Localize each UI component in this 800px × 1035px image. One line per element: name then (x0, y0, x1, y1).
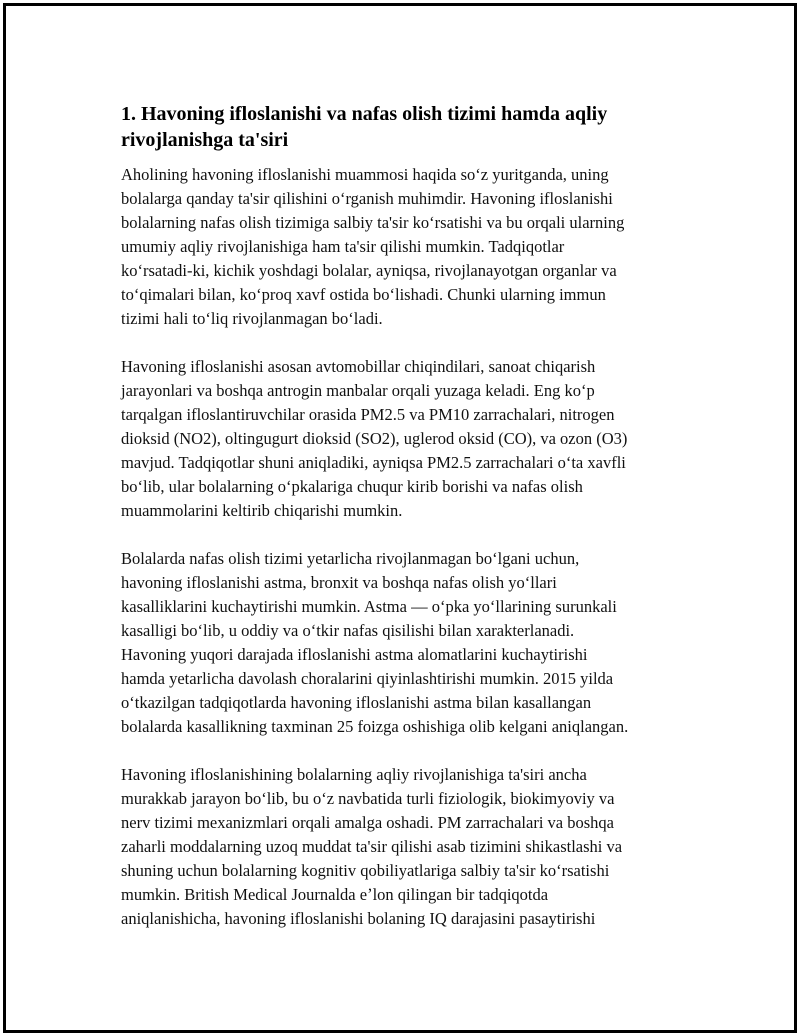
text-line: muammolarini keltirib chiqarishi mumkin. (121, 501, 403, 520)
paragraph-2 (121, 355, 696, 523)
text-line: aniqlanishicha, havoning ifloslanishi bolaning IQ darajasini pasaytirishi (121, 909, 596, 928)
paragraph-1 (121, 163, 696, 331)
section-heading (121, 101, 696, 153)
paragraphs-container (121, 163, 696, 931)
text-line: murakkab jarayon boʻlib, bu oʻz navbatida turli fiziologik, biokimyoviy va (121, 789, 615, 808)
text-line: tizimi hali toʻliq rivojlanmagan boʻladi. (121, 309, 383, 328)
text-line: boʻlib, ular bolalarning oʻpkalariga chuqur kirib borishi va nafas olish (121, 477, 583, 496)
text-line: Havoning ifloslanishi asosan avtomobillar chiqindilari, sanoat chiqarish (121, 357, 596, 376)
text-line: mumkin. British Medical Journalda eʼlon qilingan bir tadqiqotda (121, 885, 549, 904)
text-line: shuning uchun bolalarning kognitiv qobiliyatlariga salbiy ta'sir koʻrsatishi (121, 861, 610, 880)
text-line: Havoning ifloslanishining bolalarning aqliy rivojlanishiga ta'siri ancha (121, 765, 587, 784)
text-line: jarayonlari va boshqa antrogin manbalar orqali yuzaga keladi. Eng koʻp (121, 381, 595, 400)
text-line: dioksid (NO2), oltingugurt dioksid (SO2), uglerod oksid (CO), va ozon (O3) (121, 429, 628, 448)
text-line: havoning ifloslanishi astma, bronxit va boshqa nafas olish yoʻllari (121, 573, 557, 592)
text-line: Bolalarda nafas olish tizimi yetarlicha rivojlanmagan boʻlgani uchun, (121, 549, 580, 568)
text-line: Havoning yuqori darajada ifloslanishi astma alomatlarini kuchaytirishi (121, 645, 588, 664)
text-line: hamda yetarlicha davolash choralarini qiyinlashtirishi mumkin. 2015 yilda (121, 669, 614, 688)
text-line: bolalarning nafas olish tizimiga salbiy ta'sir koʻrsatishi va bu orqali ularning (121, 213, 625, 232)
text-line: umumiy aqliy rivojlanishiga ham ta'sir qilishi mumkin. Tadqiqotlar (121, 237, 565, 256)
text-line: oʻtkazilgan tadqiqotlarda havoning ifloslanishi astma bilan kasallangan (121, 693, 592, 712)
text-line: bolalarda kasallikning taxminan 25 foizga oshishiga olib kelgani aniqlangan. (121, 717, 629, 736)
text-line: tarqalgan ifloslantiruvchilar orasida PM2.5 va PM10 zarrachalari, nitrogen (121, 405, 615, 424)
text-line: zaharli moddalarning uzoq muddat ta'sir qilishi asab tizimini shikastlashi va (121, 837, 623, 856)
heading-line-1: 1. Havoning ifloslanishi va nafas olish tizimi hamda aqliy (121, 103, 608, 125)
text-line: koʻrsatadi-ki, kichik yoshdagi bolalar, ayniqsa, rivojlanayotgan organlar va (121, 261, 617, 280)
page-frame (3, 3, 797, 1033)
heading-line-2: rivojlanishga ta'siri (121, 129, 289, 151)
text-line: Aholining havoning ifloslanishi muammosi haqida soʻz yuritganda, uning (121, 165, 609, 184)
text-line: nerv tizimi mexanizmlari orqali amalga oshadi. PM zarrachalari va boshqa (121, 813, 614, 832)
text-line: toʻqimalari bilan, koʻproq xavf ostida boʻlishadi. Chunki ularning immun (121, 285, 606, 304)
text-line: kasalliklarini kuchaytirishi mumkin. Astma — oʻpka yoʻllarining surunkali (121, 597, 617, 616)
text-line: kasalligi boʻlib, u oddiy va oʻtkir nafas qisilishi bilan xarakterlanadi. (121, 621, 575, 640)
paragraph-3 (121, 547, 696, 739)
document-body (121, 101, 696, 955)
text-line: mavjud. Tadqiqotlar shuni aniqladiki, ayniqsa PM2.5 zarrachalari oʻta xavfli (121, 453, 626, 472)
text-line: bolalarga qanday ta'sir qilishini oʻrganish muhimdir. Havoning ifloslanishi (121, 189, 613, 208)
paragraph-4 (121, 763, 696, 931)
